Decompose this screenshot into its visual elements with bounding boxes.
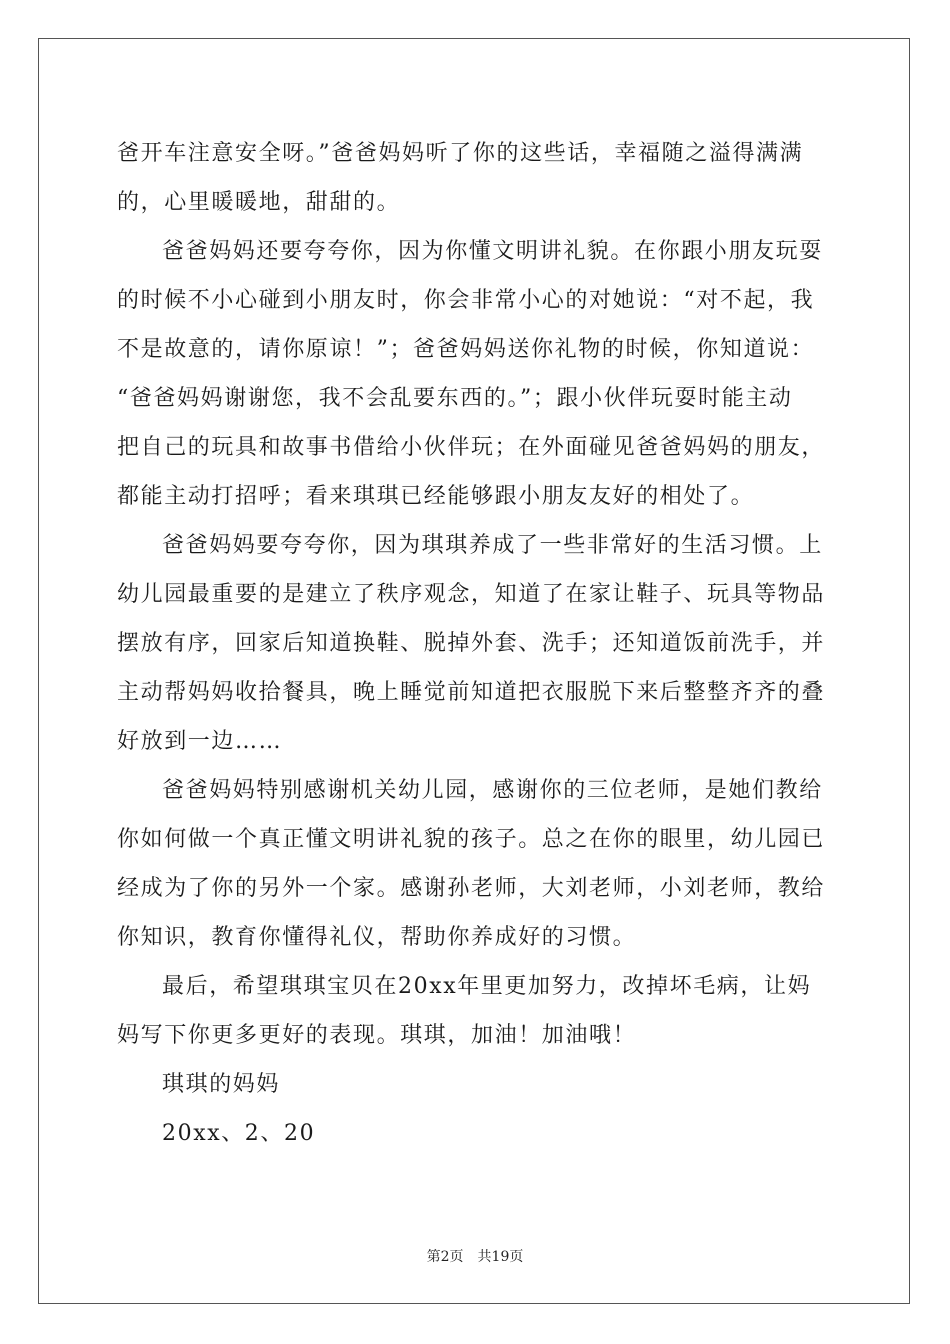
text-line: 幼儿园最重要的是建立了秩序观念，知道了在家让鞋子、玩具等物品 xyxy=(117,582,826,607)
text-line: 都能主动打招呼；看来琪琪已经能够跟小朋友友好的相处了。 xyxy=(117,484,755,509)
document-body xyxy=(117,129,833,1158)
text-line: 摆放有序，回家后知道换鞋、脱掉外套、洗手；还知道饭前洗手，并 xyxy=(117,631,826,656)
paragraph-start-line: 爸爸妈妈要夸夸你，因为琪琪养成了一些非常好的生活习惯。上 xyxy=(162,533,823,558)
signature-name: 琪琪的妈妈 xyxy=(162,1072,281,1097)
text-line: 你知识，教育你懂得礼仪，帮助你养成好的习惯。 xyxy=(117,925,637,950)
total-pages: 共19页 xyxy=(477,1249,524,1265)
page-footer xyxy=(0,1246,950,1266)
text-line: 的时候不小心碰到小朋友时，你会非常小心的对她说：“对不起，我 xyxy=(117,288,815,313)
paragraph-start-line: 最后，希望琪琪宝贝在20xx年里更加努力，改掉坏毛病，让妈 xyxy=(162,974,812,999)
signature-date: 20xx、2、20 xyxy=(162,1121,316,1146)
text-line: 妈写下你更多更好的表现。琪琪，加油！加油哦！ xyxy=(117,1023,637,1048)
text-line: 把自己的玩具和故事书借给小伙伴玩；在外面碰见爸爸妈妈的朋友， xyxy=(117,435,826,460)
paragraph-start-line: 爸爸妈妈特别感谢机关幼儿园，感谢你的三位老师，是她们教给 xyxy=(162,778,823,803)
text-line: 好放到一边…… xyxy=(117,729,283,754)
page-number: 第2页 xyxy=(426,1249,464,1265)
text-line: 的，心里暖暖地，甜甜的。 xyxy=(117,190,401,215)
text-line: 爸开车注意安全呀。”爸爸妈妈听了你的这些话，幸福随之溢得满满 xyxy=(117,141,804,166)
text-line: 不是故意的，请你原谅！”；爸爸妈妈送你礼物的时候，你知道说： xyxy=(117,337,815,362)
text-line: “爸爸妈妈谢谢您，我不会乱要东西的。”；跟小伙伴玩耍时能主动 xyxy=(117,386,793,411)
text-line: 你如何做一个真正懂文明讲礼貌的孩子。总之在你的眼里，幼儿园已 xyxy=(117,827,826,852)
text-line: 主动帮妈妈收拾餐具，晚上睡觉前知道把衣服脱下来后整整齐齐的叠 xyxy=(117,680,826,705)
paragraph-start-line: 爸爸妈妈还要夸夸你，因为你懂文明讲礼貌。在你跟小朋友玩耍 xyxy=(162,239,823,264)
text-line: 经成为了你的另外一个家。感谢孙老师，大刘老师，小刘老师，教给 xyxy=(117,876,826,901)
